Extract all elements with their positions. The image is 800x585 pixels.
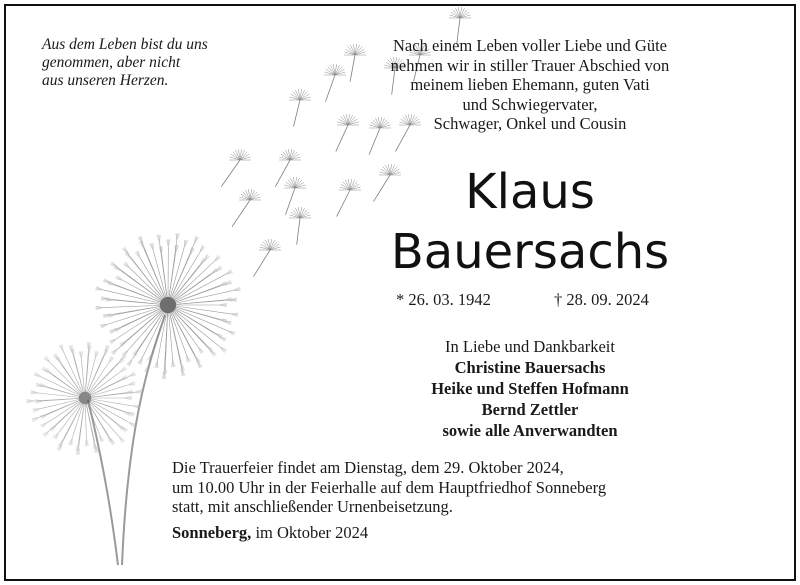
- first-name: Klaus: [465, 164, 595, 220]
- flying-seed: [232, 189, 261, 227]
- place-name: Sonneberg,: [172, 523, 252, 542]
- mourner-name: Christine Bauersachs: [454, 358, 606, 377]
- last-name: Bauersachs: [390, 224, 670, 280]
- flying-seed: [289, 207, 311, 245]
- mourners-block: [340, 336, 720, 441]
- flying-seed: [284, 177, 306, 215]
- deceased-name: [340, 162, 720, 282]
- motto-line: genommen, aber nicht: [42, 54, 181, 71]
- mourner-name: sowie alle Anverwandten: [442, 421, 618, 440]
- flying-seed: [221, 149, 251, 187]
- funeral-line: statt, mit anschließender Urnenbeisetzung.: [172, 497, 453, 516]
- dandelion-stem: [122, 315, 165, 565]
- intro-text: [340, 36, 720, 134]
- mourner-name: Heike und Steffen Hofmann: [431, 379, 629, 398]
- flying-seed: [289, 89, 311, 127]
- mourner-name: Bernd Zettler: [481, 400, 579, 419]
- flying-seed: [254, 239, 282, 277]
- intro-line: und Schwiegervater,: [462, 94, 598, 114]
- dandelion-puff: [26, 342, 142, 455]
- motto-line: Aus dem Leben bist du uns: [42, 36, 208, 53]
- motto-line: aus unseren Herzen.: [42, 72, 169, 89]
- intro-line: Schwager, Onkel und Cousin: [433, 114, 627, 133]
- death-date: † 28. 09. 2024: [554, 290, 649, 309]
- intro-line: nehmen wir in stiller Trauer Abschied von: [390, 55, 670, 75]
- birth-date: * 26. 03. 1942: [396, 290, 491, 309]
- mourners-intro: In Liebe und Dankbarkeit: [445, 337, 615, 356]
- flying-seed: [275, 149, 301, 187]
- date-text: im Oktober 2024: [251, 523, 369, 542]
- funeral-info: [172, 458, 606, 517]
- funeral-line: um 10.00 Uhr in der Feierhalle auf dem Hauptfriedhof Sonneberg: [172, 477, 607, 497]
- dandelion-stem: [88, 400, 118, 565]
- intro-line: meinem lieben Ehemann, guten Vati: [410, 75, 650, 94]
- intro-line: Nach einem Leben voller Liebe und Güte: [393, 36, 667, 55]
- motto-quote: [42, 36, 208, 90]
- place-date: [172, 523, 368, 543]
- dandelion-puff: [95, 233, 240, 379]
- funeral-line: Die Trauerfeier findet am Dienstag, dem 29. Oktober 2024,: [172, 458, 564, 477]
